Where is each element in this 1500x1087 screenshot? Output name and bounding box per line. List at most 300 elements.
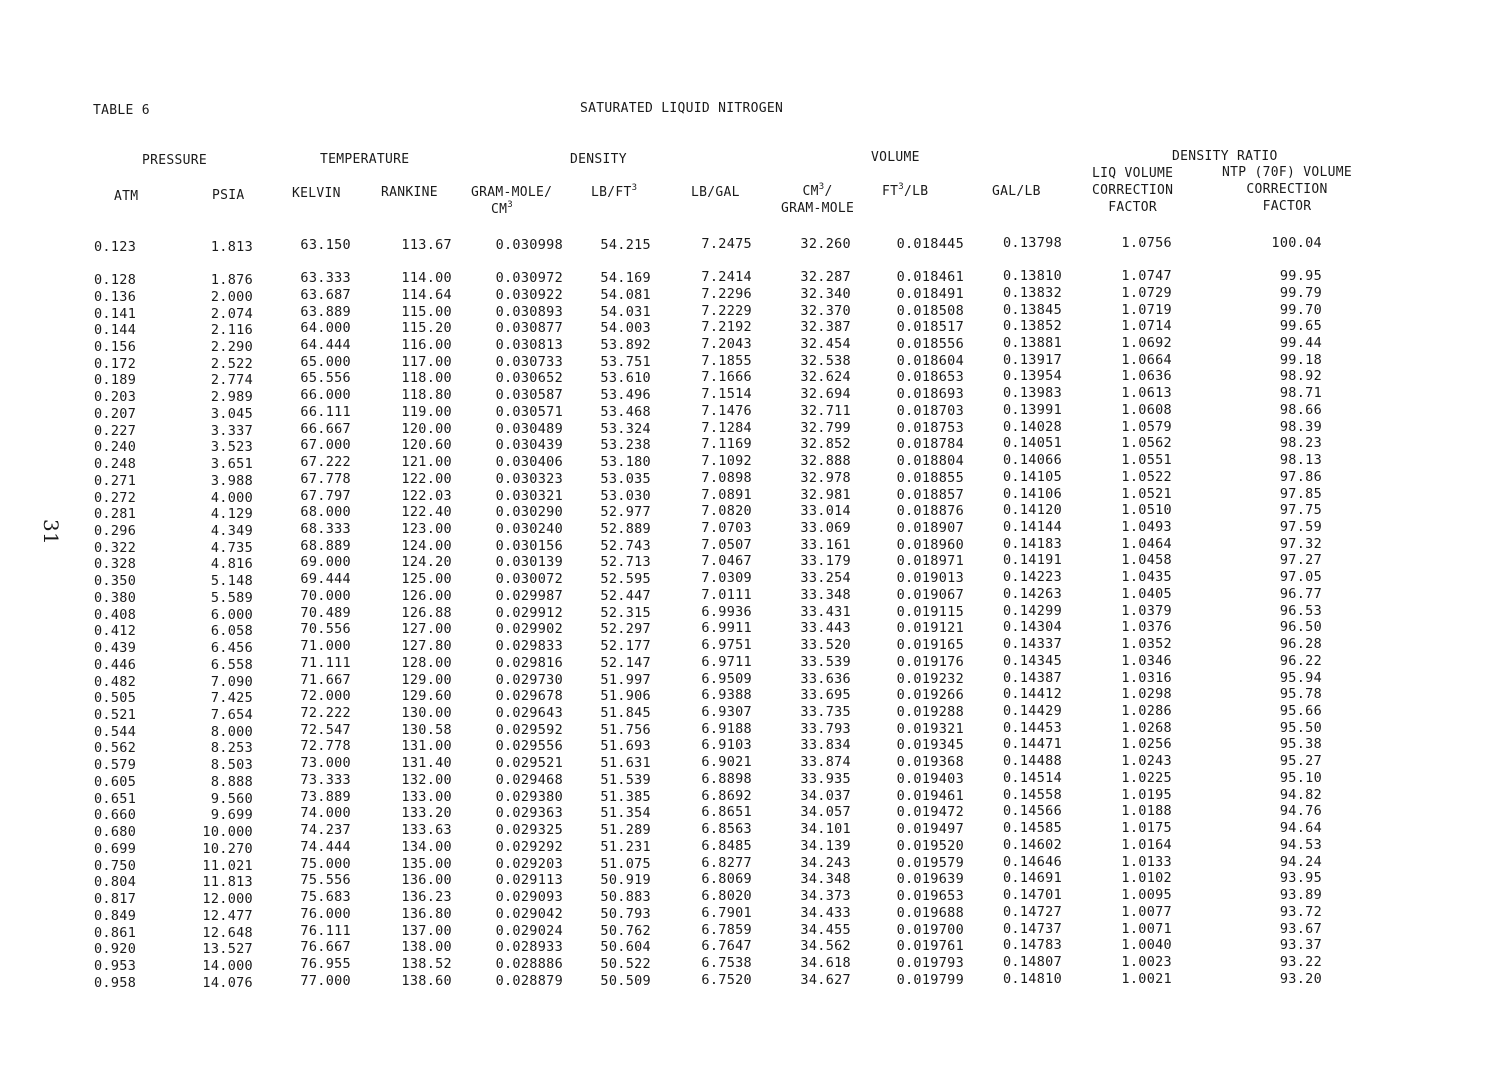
table-row [0, 654, 1500, 671]
ft3-lb-cell: 0.019176 [896, 653, 964, 670]
psia-cell: 2.774 [210, 372, 253, 389]
ntp-volume-factor-cell: 94.64 [1279, 820, 1322, 837]
liq-volume-factor-cell: 1.0023 [1121, 953, 1172, 970]
psia-cell: 10.270 [202, 840, 253, 857]
gram-mole-cell: 0.029987 [495, 587, 563, 604]
psia-cell: 9.699 [210, 807, 253, 824]
ft3-lb-cell: 0.019067 [896, 586, 964, 603]
table-row [0, 937, 1500, 958]
ntp-volume-factor-cell: 98.23 [1279, 435, 1322, 452]
liq-volume-factor-cell: 1.0521 [1121, 485, 1172, 502]
rankine-cell: 130.00 [401, 705, 452, 721]
group-header-density: DENSITY [570, 152, 627, 167]
ft3-lb-cell: 0.019653 [896, 888, 964, 904]
liq-volume-factor-cell: 1.0756 [1121, 235, 1172, 251]
rankine-cell: 128.00 [401, 654, 452, 671]
group-header-density-ratio: DENSITY RATIO [1172, 149, 1278, 164]
ntp-volume-factor-cell: 95.10 [1279, 769, 1322, 786]
rankine-cell: 120.60 [401, 437, 452, 454]
ntp-volume-factor-cell: 95.27 [1279, 753, 1322, 770]
gal-lb-cell: 0.14810 [1003, 970, 1062, 987]
gram-mole-cell: 0.030998 [495, 237, 563, 253]
gram-mole-cell: 0.029363 [495, 805, 563, 822]
liq-volume-factor-cell: 1.0243 [1121, 753, 1172, 770]
liq-volume-factor-cell: 1.0613 [1121, 385, 1172, 402]
psia-cell: 6.456 [210, 640, 253, 657]
ft3-lb-cell: 0.018491 [896, 285, 964, 302]
rankine-cell: 119.00 [401, 403, 452, 420]
rankine-cell: 122.00 [401, 470, 452, 487]
lb-gal-cell: 7.1666 [701, 369, 752, 386]
gram-mole-cell: 0.029468 [495, 771, 563, 788]
liq-volume-factor-cell: 1.0435 [1121, 569, 1172, 586]
psia-cell: 6.058 [210, 623, 253, 640]
ft3-lb-cell: 0.018653 [896, 369, 964, 386]
liq-volume-factor-cell: 1.0458 [1121, 552, 1172, 569]
ntp-volume-factor-cell: 99.65 [1279, 318, 1322, 335]
lb-ft3-cell: 52.889 [600, 521, 651, 537]
lb-gal-cell: 7.1476 [701, 402, 752, 419]
kelvin-cell: 67.778 [300, 470, 351, 487]
psia-cell: 6.558 [210, 656, 253, 673]
liq-volume-factor-cell: 1.0608 [1121, 401, 1172, 418]
atm-cell: 0.203 [94, 389, 137, 406]
liq-volume-factor-cell: 1.0692 [1121, 334, 1172, 351]
table-row [0, 520, 1500, 537]
ntp-volume-factor-cell: 95.78 [1279, 686, 1322, 703]
ft3-lb-cell: 0.019793 [896, 954, 964, 971]
kelvin-cell: 76.955 [300, 955, 351, 972]
table-row [0, 569, 1500, 590]
gram-mole-cell: 0.028933 [495, 939, 563, 956]
lb-ft3-cell: 51.289 [600, 822, 651, 839]
table-row [0, 604, 1500, 621]
col-header-ft3-ft: FT [882, 184, 899, 199]
atm-cell: 0.804 [94, 874, 137, 891]
table-row [0, 303, 1500, 320]
lb-ft3-cell: 51.631 [600, 755, 651, 772]
gal-lb-cell: 0.14120 [1003, 502, 1062, 519]
cm3-gram-mole-cell: 34.373 [800, 888, 851, 904]
cm3-gram-mole-cell: 33.935 [800, 770, 851, 787]
table-row [0, 972, 1500, 989]
cm3-gram-mole-cell: 33.636 [800, 670, 851, 687]
atm-cell: 0.861 [94, 924, 137, 941]
atm-cell: 0.123 [94, 239, 137, 255]
rankine-cell: 129.60 [401, 688, 452, 705]
ntp-volume-factor-cell: 98.92 [1279, 368, 1322, 385]
psia-cell: 3.045 [210, 405, 253, 422]
table-row [0, 788, 1500, 805]
ft3-lb-cell: 0.018517 [896, 319, 964, 336]
lb-ft3-cell: 51.231 [600, 838, 651, 855]
superscript-3: 3 [818, 182, 825, 192]
gram-mole-cell: 0.030652 [495, 370, 563, 387]
col-header-ntp-volume [1222, 164, 1352, 215]
ntp-volume-factor-cell: 95.94 [1279, 669, 1322, 686]
cm3-gram-mole-cell: 32.624 [800, 369, 851, 386]
cm3-gram-mole-cell: 34.627 [800, 971, 851, 988]
ntp-volume-factor-cell: 99.95 [1279, 268, 1322, 284]
ft3-lb-cell: 0.018855 [896, 469, 964, 486]
cm3-gram-mole-cell: 32.694 [800, 386, 851, 403]
table-row [0, 385, 1500, 406]
gram-mole-cell: 0.030877 [495, 320, 563, 337]
gal-lb-cell: 0.14191 [1003, 552, 1062, 569]
gram-mole-cell: 0.029093 [495, 889, 563, 905]
col-header-gram-mole-cm: CM [491, 202, 508, 217]
cm3-gram-mole-cell: 32.799 [800, 419, 851, 436]
lb-gal-cell: 7.0891 [701, 486, 752, 503]
atm-cell: 0.380 [94, 589, 137, 606]
page-number: 31 [39, 518, 64, 546]
ntp-volume-factor-cell: 99.18 [1279, 351, 1322, 368]
rankine-cell: 138.52 [401, 955, 452, 972]
rankine-cell: 118.00 [401, 370, 452, 387]
lb-ft3-cell: 53.892 [600, 336, 651, 353]
gram-mole-cell: 0.030571 [495, 403, 563, 420]
kelvin-cell: 64.444 [300, 336, 351, 353]
ft3-lb-cell: 0.018960 [896, 536, 964, 553]
lb-gal-cell: 6.9911 [701, 620, 752, 637]
rankine-cell: 120.00 [401, 420, 452, 437]
gram-mole-cell: 0.030323 [495, 470, 563, 487]
rankine-cell: 130.58 [401, 721, 452, 738]
kelvin-cell: 76.111 [300, 922, 351, 939]
atm-cell: 0.172 [94, 355, 137, 372]
liq-volume-factor-cell: 1.0316 [1121, 669, 1172, 686]
cm3-gram-mole-cell: 34.433 [800, 904, 851, 921]
kelvin-cell: 72.547 [300, 721, 351, 738]
ft3-lb-cell: 0.018753 [896, 419, 964, 436]
ft3-lb-cell: 0.018907 [896, 520, 964, 536]
cm3-gram-mole-cell: 34.139 [800, 837, 851, 854]
lb-ft3-cell: 51.693 [600, 738, 651, 755]
gal-lb-cell: 0.13983 [1003, 385, 1062, 402]
rankine-cell: 115.00 [401, 303, 452, 320]
psia-cell: 12.477 [202, 907, 253, 924]
gram-mole-cell: 0.029113 [495, 872, 563, 889]
ft3-lb-cell: 0.019688 [896, 904, 964, 921]
kelvin-cell: 74.444 [300, 838, 351, 855]
group-header-pressure: PRESSURE [142, 153, 208, 168]
psia-cell: 2.522 [210, 355, 253, 372]
cm3-gram-mole-cell: 33.069 [800, 520, 851, 536]
gram-mole-cell: 0.030156 [495, 537, 563, 554]
kelvin-cell: 66.000 [300, 387, 351, 404]
col-header-ft3-tail: /LB [903, 184, 929, 199]
lb-gal-cell: 6.7538 [701, 954, 752, 971]
col-header-gal-lb: GAL/LB [992, 184, 1041, 199]
gal-lb-cell: 0.14105 [1003, 468, 1062, 485]
col-header-liq-line3: FACTOR [1108, 200, 1158, 215]
gal-lb-cell: 0.14387 [1003, 669, 1062, 686]
gal-lb-cell: 0.14051 [1003, 435, 1062, 452]
lb-gal-cell: 7.0820 [701, 503, 752, 520]
cm3-gram-mole-cell: 34.562 [800, 938, 851, 955]
rankine-cell: 135.00 [401, 855, 452, 872]
lb-gal-cell: 6.9388 [701, 687, 752, 704]
lb-gal-cell: 7.0507 [701, 536, 752, 553]
lb-gal-cell: 7.1855 [701, 352, 752, 369]
gram-mole-cell: 0.029325 [495, 822, 563, 839]
col-header-cm3-line1 [781, 183, 854, 200]
ft3-lb-cell: 0.019165 [896, 637, 964, 654]
atm-cell: 0.680 [94, 824, 137, 841]
liq-volume-factor-cell: 1.0071 [1121, 920, 1172, 937]
ft3-lb-cell: 0.019403 [896, 770, 964, 787]
gal-lb-cell: 0.14471 [1003, 736, 1062, 753]
lb-ft3-cell: 50.919 [600, 872, 651, 889]
atm-cell: 0.144 [94, 322, 137, 339]
atm-cell: 0.240 [94, 439, 137, 456]
lb-ft3-cell: 51.539 [600, 771, 651, 788]
rankine-cell: 132.00 [401, 771, 452, 788]
rankine-cell: 134.00 [401, 838, 452, 855]
col-header-liq-line2: CORRECTION [1092, 183, 1174, 198]
gram-mole-cell: 0.029380 [495, 788, 563, 805]
gram-mole-cell: 0.030290 [495, 504, 563, 521]
lb-ft3-cell: 52.147 [600, 654, 651, 671]
rankine-cell: 138.60 [401, 972, 452, 989]
lb-ft3-cell: 51.385 [600, 788, 651, 805]
gal-lb-cell: 0.14337 [1003, 636, 1062, 653]
col-header-cm3-slash: / [824, 184, 833, 199]
gram-mole-cell: 0.028879 [495, 972, 563, 989]
liq-volume-factor-cell: 1.0352 [1121, 636, 1172, 653]
liq-volume-factor-cell: 1.0077 [1121, 903, 1172, 920]
atm-cell: 0.412 [94, 623, 137, 640]
lb-ft3-cell: 51.756 [600, 721, 651, 738]
lb-ft3-cell: 51.997 [600, 671, 651, 688]
table-row [0, 619, 1500, 640]
gal-lb-cell: 0.13917 [1003, 351, 1062, 368]
gram-mole-cell: 0.030406 [495, 454, 563, 470]
cm3-gram-mole-cell: 33.793 [800, 720, 851, 737]
cm3-gram-mole-cell: 33.179 [800, 553, 851, 570]
table-row [0, 552, 1500, 573]
cm3-gram-mole-cell: 33.735 [800, 704, 851, 720]
liq-volume-factor-cell: 1.0664 [1121, 351, 1172, 368]
table-row [0, 236, 1500, 253]
psia-cell: 8.000 [210, 723, 253, 740]
ntp-volume-factor-cell: 93.95 [1279, 870, 1322, 887]
gram-mole-cell: 0.030072 [495, 571, 563, 588]
psia-cell: 3.337 [210, 422, 253, 439]
psia-cell: 11.021 [202, 857, 253, 874]
ntp-volume-factor-cell: 93.72 [1279, 903, 1322, 920]
psia-cell: 9.560 [210, 790, 253, 807]
atm-cell: 0.408 [94, 606, 137, 623]
lb-gal-cell: 6.9188 [701, 720, 752, 737]
atm-cell: 0.248 [94, 456, 137, 472]
col-header-ntp-line3: FACTOR [1262, 199, 1312, 214]
lb-gal-cell: 7.1169 [701, 436, 752, 453]
kelvin-cell: 72.000 [300, 688, 351, 705]
kelvin-cell: 74.000 [300, 805, 351, 822]
ntp-volume-factor-cell: 95.38 [1279, 736, 1322, 753]
table-row [0, 888, 1500, 905]
ft3-lb-cell: 0.019115 [896, 603, 964, 620]
psia-cell: 7.654 [210, 707, 253, 723]
ntp-volume-factor-cell: 99.79 [1279, 284, 1322, 301]
cm3-gram-mole-cell: 34.348 [800, 871, 851, 888]
ntp-volume-factor-cell: 97.86 [1279, 468, 1322, 485]
psia-cell: 4.735 [210, 539, 253, 556]
table-row [0, 721, 1500, 738]
lb-gal-cell: 6.7859 [701, 921, 752, 938]
ft3-lb-cell: 0.018445 [896, 236, 964, 252]
psia-cell: 5.148 [210, 573, 253, 590]
col-header-cm3-line2: GRAM-MOLE [781, 201, 855, 216]
ntp-volume-factor-cell: 97.85 [1279, 485, 1322, 502]
table-row [0, 922, 1500, 939]
ntp-volume-factor-cell: 99.70 [1279, 301, 1322, 318]
kelvin-cell: 77.000 [300, 972, 351, 989]
gram-mole-cell: 0.029592 [495, 721, 563, 738]
liq-volume-factor-cell: 1.0040 [1121, 937, 1172, 954]
kelvin-cell: 68.333 [300, 521, 351, 537]
atm-cell: 0.651 [94, 790, 137, 807]
liq-volume-factor-cell: 1.0562 [1121, 435, 1172, 452]
atm-cell: 0.817 [94, 891, 137, 907]
ft3-lb-cell: 0.019232 [896, 670, 964, 687]
kelvin-cell: 70.556 [300, 621, 351, 638]
lb-ft3-cell: 54.169 [600, 270, 651, 286]
lb-ft3-cell: 54.031 [600, 303, 651, 320]
gal-lb-cell: 0.14737 [1003, 920, 1062, 937]
lb-gal-cell: 6.8651 [701, 804, 752, 821]
psia-cell: 13.527 [202, 941, 253, 958]
cm3-gram-mole-cell: 34.057 [800, 804, 851, 821]
ft3-lb-cell: 0.019497 [896, 821, 964, 838]
gram-mole-cell: 0.029912 [495, 604, 563, 621]
superscript-3: 3 [507, 200, 513, 210]
col-header-atm: ATM [114, 189, 139, 204]
gal-lb-cell: 0.14066 [1003, 452, 1062, 468]
kelvin-cell: 72.222 [300, 705, 351, 721]
table-row [0, 587, 1500, 604]
lb-gal-cell: 7.2475 [701, 236, 752, 252]
gal-lb-cell: 0.13832 [1003, 284, 1062, 301]
ntp-volume-factor-cell: 96.28 [1279, 636, 1322, 653]
atm-cell: 0.505 [94, 690, 137, 707]
ft3-lb-cell: 0.019799 [896, 971, 964, 988]
col-header-gram-mole-line2 [471, 201, 552, 218]
rankine-cell: 133.20 [401, 805, 452, 822]
rankine-cell: 138.00 [401, 939, 452, 956]
kelvin-cell: 70.489 [300, 604, 351, 621]
psia-cell: 12.648 [202, 924, 253, 941]
table-row [0, 537, 1500, 554]
psia-cell: 14.076 [202, 974, 253, 991]
ft3-lb-cell: 0.019520 [896, 837, 964, 854]
kelvin-cell: 69.444 [300, 571, 351, 588]
cm3-gram-mole-cell: 34.037 [800, 787, 851, 804]
kelvin-cell: 73.000 [300, 755, 351, 772]
ntp-volume-factor-cell: 96.22 [1279, 652, 1322, 669]
lb-ft3-cell: 51.354 [600, 805, 651, 822]
rankine-cell: 136.00 [401, 872, 452, 889]
psia-cell: 2.290 [210, 338, 253, 355]
ntp-volume-factor-cell: 93.89 [1279, 887, 1322, 903]
atm-cell: 0.227 [94, 422, 137, 439]
gram-mole-cell: 0.030813 [495, 336, 563, 353]
liq-volume-factor-cell: 1.0133 [1121, 853, 1172, 870]
rankine-cell: 115.20 [401, 320, 452, 337]
gram-mole-cell: 0.029203 [495, 855, 563, 872]
liq-volume-factor-cell: 1.0195 [1121, 786, 1172, 803]
kelvin-cell: 76.667 [300, 939, 351, 956]
lb-gal-cell: 7.2229 [701, 302, 752, 319]
ntp-volume-factor-cell: 97.32 [1279, 535, 1322, 552]
ft3-lb-cell: 0.019288 [896, 704, 964, 720]
table-row [0, 736, 1500, 757]
ft3-lb-cell: 0.018784 [896, 436, 964, 453]
atm-cell: 0.189 [94, 372, 137, 389]
cm3-gram-mole-cell: 32.981 [800, 486, 851, 503]
atm-cell: 0.296 [94, 523, 137, 539]
atm-cell: 0.281 [94, 506, 137, 523]
gal-lb-cell: 0.14566 [1003, 803, 1062, 820]
lb-gal-cell: 6.8898 [701, 770, 752, 787]
rankine-cell: 131.00 [401, 738, 452, 755]
col-header-rankine: RANKINE [381, 185, 438, 200]
kelvin-cell: 75.000 [300, 855, 351, 872]
cm3-gram-mole-cell: 32.287 [800, 269, 851, 285]
rankine-cell: 122.40 [401, 504, 452, 521]
ft3-lb-cell: 0.019321 [896, 720, 964, 737]
rankine-cell: 124.00 [401, 537, 452, 554]
superscript-3: 3 [631, 183, 638, 193]
liq-volume-factor-cell: 1.0188 [1121, 803, 1172, 820]
liq-volume-factor-cell: 1.0164 [1121, 836, 1172, 853]
gal-lb-cell: 0.14106 [1003, 485, 1062, 502]
cm3-gram-mole-cell: 32.888 [800, 453, 851, 469]
rankine-cell: 127.80 [401, 638, 452, 655]
rankine-cell: 121.00 [401, 454, 452, 470]
cm3-gram-mole-cell: 32.260 [800, 236, 851, 252]
page-title: SATURATED LIQUID NITROGEN [580, 101, 784, 116]
lb-ft3-cell: 53.751 [600, 353, 651, 370]
kelvin-cell: 66.111 [300, 403, 351, 420]
ft3-lb-cell: 0.019013 [896, 570, 964, 587]
lb-gal-cell: 6.9936 [701, 603, 752, 620]
rankine-cell: 122.03 [401, 487, 452, 504]
psia-cell: 3.523 [210, 439, 253, 456]
lb-gal-cell: 7.1284 [701, 419, 752, 436]
psia-cell: 11.813 [202, 874, 253, 891]
psia-cell: 1.813 [210, 239, 253, 255]
cm3-gram-mole-cell: 32.454 [800, 335, 851, 352]
kelvin-cell: 70.000 [300, 587, 351, 604]
lb-gal-cell: 7.0467 [701, 553, 752, 570]
lb-ft3-cell: 52.447 [600, 587, 651, 604]
rankine-cell: 133.00 [401, 788, 452, 805]
lb-gal-cell: 7.0309 [701, 570, 752, 587]
table-row [0, 671, 1500, 688]
rankine-cell: 125.00 [401, 571, 452, 588]
liq-volume-factor-cell: 1.0379 [1121, 602, 1172, 619]
gal-lb-cell: 0.14299 [1003, 602, 1062, 619]
rankine-cell: 133.63 [401, 822, 452, 839]
cm3-gram-mole-cell: 33.348 [800, 586, 851, 603]
lb-gal-cell: 6.9509 [701, 670, 752, 687]
psia-cell: 4.816 [210, 556, 253, 573]
lb-ft3-cell: 53.610 [600, 370, 651, 387]
ntp-volume-factor-cell: 96.53 [1279, 602, 1322, 619]
kelvin-cell: 73.333 [300, 771, 351, 788]
